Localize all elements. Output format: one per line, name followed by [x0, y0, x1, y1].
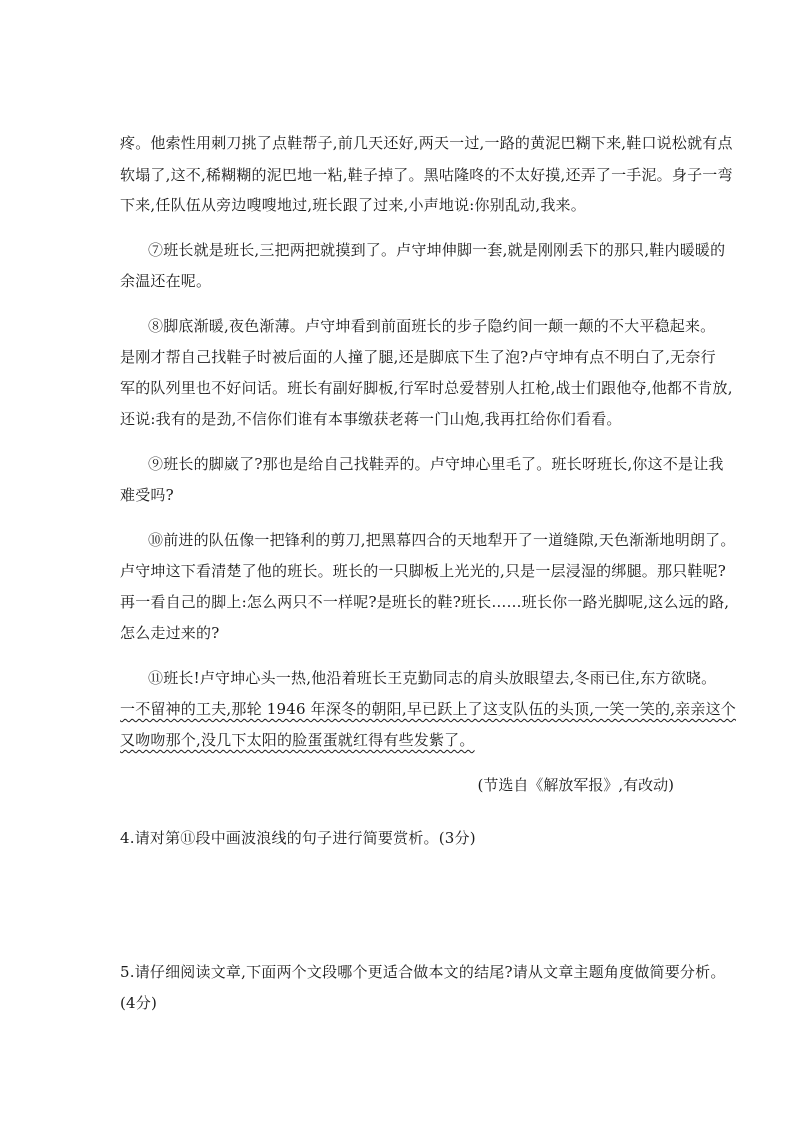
paragraph-6-line-3: 下来,任队伍从旁边嗖嗖地过,班长跟了过来,小声地说:你别乱动,我来。: [120, 196, 586, 214]
paragraph-8-line-4: 还说:我有的是劲,不信你们谁有本事缴获老蒋一门山炮,我再扛给你们看看。: [120, 410, 622, 428]
paragraph-8-line-2: 是刚才帮自己找鞋子时被后面的人撞了腿,还是脚底下生了泡?卢守坤有点不明白了,无奈行: [120, 348, 716, 366]
paragraph-10-line-3: 再一看自己的脚上:怎么两只不一样呢?是班长的鞋?班长……班长你一路光脚呢,这么远的路,: [120, 593, 730, 611]
paragraph-7-line-1: ⑦班长就是班长,三把两把就摸到了。卢守坤伸脚一套,就是刚刚丢下的那只,鞋内暖暖的: [148, 241, 726, 259]
question-4: 4.请对第⑪段中画波浪线的句子进行简要赏析。(3分): [120, 829, 476, 847]
question-5-line-2: (4分): [120, 994, 158, 1012]
paragraph-10-line-2: 卢守坤这下看清楚了他的班长。班长的一只脚板上光光的,只是一层浸湿的绑腿。那只鞋呢?: [120, 562, 727, 580]
paragraph-6-line-1: 疼。他索性用刺刀挑了点鞋帮子,前几天还好,两天一过,一路的黄泥巴糊下来,鞋口说松就有点: [120, 134, 733, 152]
paragraph-7-line-2: 余温还在呢。: [120, 272, 212, 290]
paragraph-11-wavy-line-3: 又吻吻那个,没几下太阳的脸蛋蛋就红得有些发紫了。: [120, 731, 475, 749]
paragraph-11-line-1: ⑪班长!卢守坤心头一热,他沿着班长王克勤同志的肩头放眼望去,冬雨已住,东方欲晓。: [148, 669, 717, 687]
paragraph-9-line-1: ⑨班长的脚崴了?那也是给自己找鞋弄的。卢守坤心里毛了。班长呀班长,你这不是让我: [148, 455, 724, 473]
paragraph-10-line-4: 怎么走过来的?: [120, 624, 220, 642]
paragraph-10-line-1: ⑩前进的队伍像一把锋利的剪刀,把黑幕四合的天地犁开了一道缝隙,天色渐渐地明朗了。: [148, 531, 736, 549]
paragraph-6-line-2: 软塌了,这不,稀糊糊的泥巴地一粘,鞋子掉了。黑咕隆咚的不太好摸,还弄了一手泥。身子一弯: [120, 166, 733, 184]
source-attribution: (节选自《解放军报》,有改动): [477, 776, 674, 794]
paragraph-9-line-2: 难受吗?: [120, 486, 174, 504]
paragraph-8-line-3: 军的队列里也不好问话。班长有副好脚板,行军时总爱替别人扛枪,战士们跟他夺,他都不肯放,: [120, 379, 733, 397]
paragraph-11-wavy-line-2: 一不留神的工夫,那轮 1946 年深冬的朝阳,早已跃上了这支队伍的头顶,一笑一笑的,亲亲这个: [120, 700, 736, 718]
paragraph-8-line-1: ⑧脚底渐暖,夜色渐薄。卢守坤看到前面班长的步子隐约间一颠一颠的不大平稳起来。: [148, 317, 716, 335]
question-5-line-1: 5.请仔细阅读文章,下面两个文段哪个更适合做本文的结尾?请从文章主题角度做简要分析。: [120, 963, 726, 981]
